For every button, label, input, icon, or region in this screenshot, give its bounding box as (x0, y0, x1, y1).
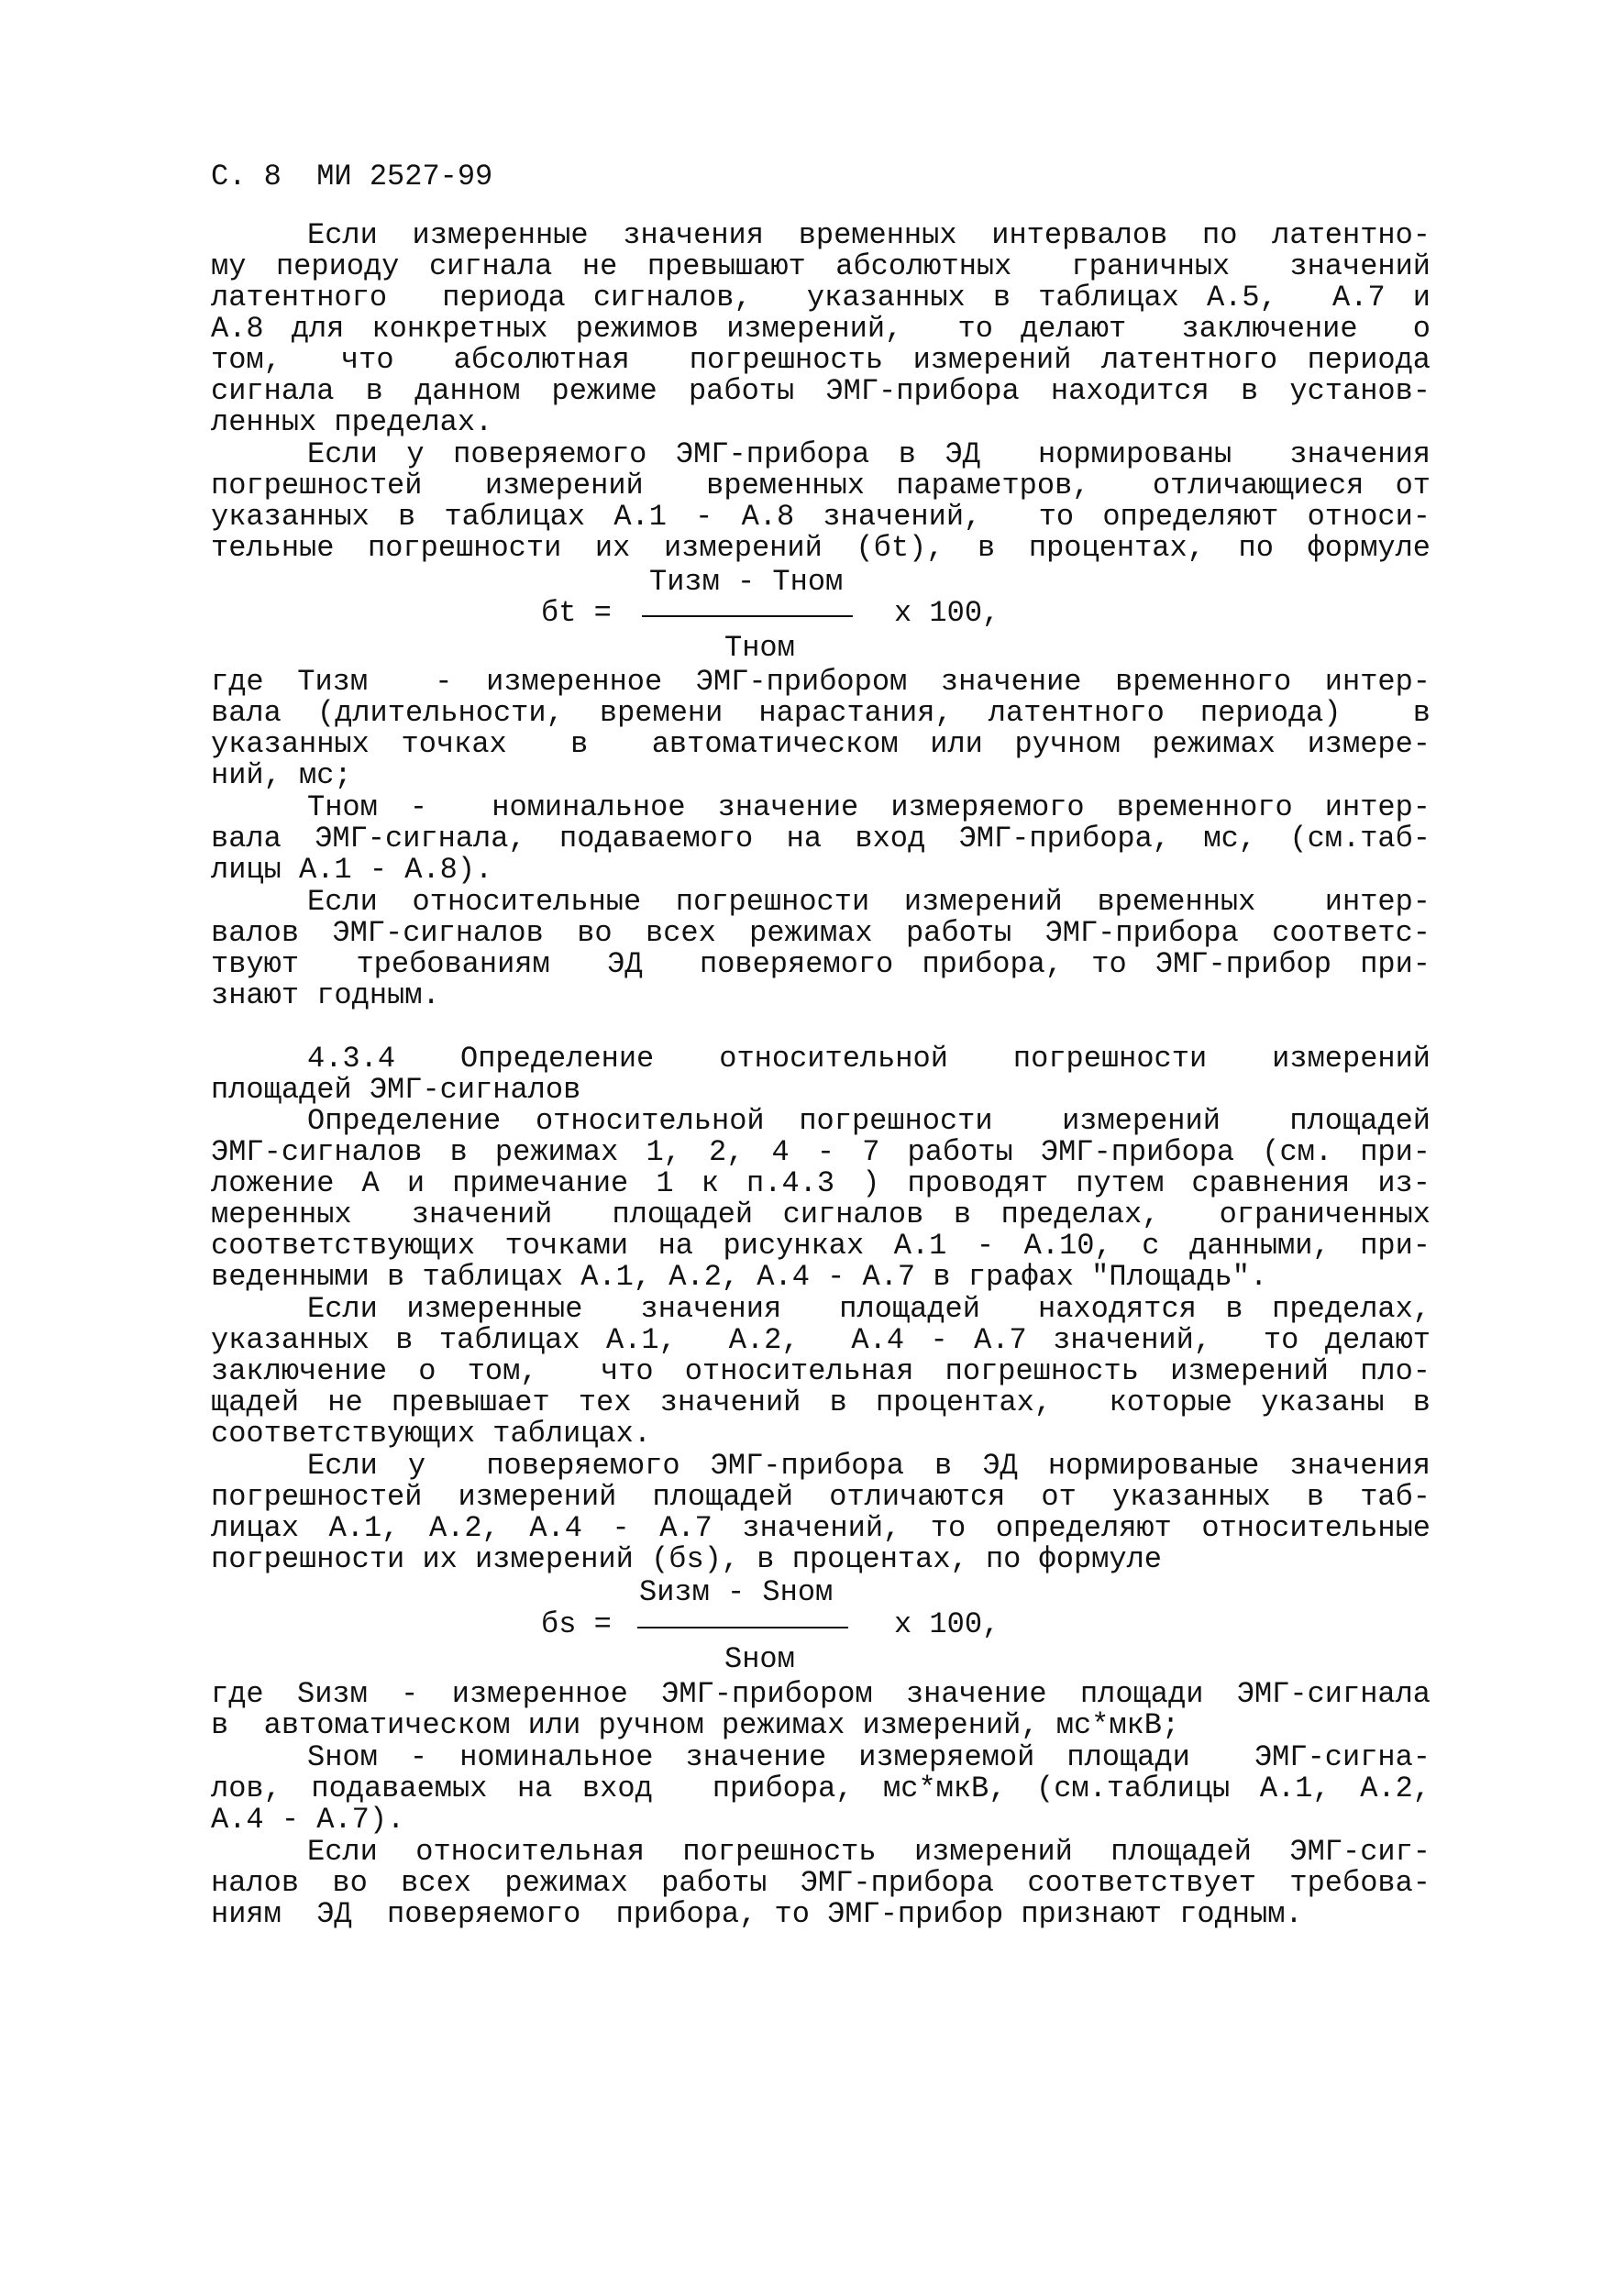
text-line: Если измеренные значения временных интервалов по латентно- (307, 218, 1431, 252)
text-line: ниям ЭД поверяемого прибора, то ЭМГ-прибор признают годным. (211, 1897, 1303, 1931)
text-line: лицы А.1 - А.8). (211, 853, 493, 887)
text-line: где Тизм - измеренное ЭМГ-прибором значение временного интер- (211, 665, 1431, 699)
text-line: Если у поверяемого ЭМГ-прибора в ЭД нормированы значения (307, 437, 1431, 471)
text-line: му периоду сигнала не превышают абсолютных граничных значений (211, 249, 1431, 283)
text-line: А.4 - А.7). (211, 1803, 405, 1837)
text-line: налов во всех режимах работы ЭМГ-прибора соответствует требова- (211, 1866, 1431, 1900)
text-line: погрешности их измерений (бs), в процентах, по формуле (211, 1542, 1162, 1576)
formula-denominator: Тном (724, 631, 795, 665)
fraction-bar (637, 1627, 848, 1628)
text-line: том, что абсолютная погрешность измерений латентного периода (211, 343, 1431, 377)
text-line: знают годным. (211, 978, 440, 1012)
section-heading: 4.3.4 Определение относительной погрешности измерений (307, 1042, 1431, 1076)
text-line: вала (длительности, времени нарастания, латентного периода) в (211, 696, 1431, 730)
text-line: погрешностей измерений временных параметров, отличающиеся от (211, 469, 1431, 502)
text-line: погрешностей измерений площадей отличаются от указанных в таб- (211, 1480, 1431, 1514)
text-line: соответствующих точками на рисунках А.1 - А.10, с данными, при- (211, 1229, 1431, 1263)
text-line: указанных в таблицах А.1 - А.8 значений, то определяют относи- (211, 500, 1431, 534)
text-line: где Sизм - измеренное ЭМГ-прибором значение площади ЭМГ-сигнала (211, 1677, 1431, 1711)
formula-lhs: бt = (541, 596, 612, 630)
text-line: в автоматическом или ручном режимах измерений, мс*мкВ; (211, 1708, 1180, 1742)
text-line: латентного периода сигналов, указанных в таблицах А.5, А.7 и (211, 281, 1431, 315)
text-line: веденными в таблицах А.1, А.2, А.4 - А.7 в графах "Площадь". (211, 1260, 1268, 1294)
formula-lhs: бs = (541, 1607, 612, 1641)
text-line: Если измеренные значения площадей находятся в пределах, (307, 1292, 1431, 1326)
formula-numerator: Тизм - Тном (649, 565, 844, 599)
text-line: ложение А и примечание 1 к п.4.3 ) проводят путем сравнения из- (211, 1166, 1431, 1200)
formula-numerator: Sизм - Sном (639, 1575, 834, 1609)
text-line: соответствующих таблицах. (211, 1417, 652, 1451)
text-line: вала ЭМГ-сигнала, подаваемого на вход ЭМГ-прибора, мс, (см.таб- (211, 822, 1431, 856)
text-line: Если у поверяемого ЭМГ-прибора в ЭД нормированые значения (307, 1449, 1431, 1483)
section-heading-continued: площадей ЭМГ-сигналов (211, 1073, 581, 1107)
text-line: заключение о том, что относительная погрешность измерений пло- (211, 1354, 1431, 1388)
text-line: валов ЭМГ-сигналов во всех режимах работы ЭМГ-прибора соответс- (211, 916, 1431, 950)
formula-rhs: x 100, (894, 1607, 1000, 1641)
text-line: тельные погрешности их измерений (бt), в процентах, по формуле (211, 531, 1431, 565)
text-line: Определение относительной погрешности измерений площадей (307, 1104, 1431, 1138)
text-line: меренных значений площадей сигналов в пределах, ограниченных (211, 1198, 1431, 1231)
text-line: А.8 для конкретных режимов измерений, то делают заключение о (211, 312, 1431, 346)
text-line: Sном - номинальное значение измеряемой площади ЭМГ-сигна- (307, 1740, 1431, 1774)
formula-rhs: x 100, (894, 596, 1000, 630)
text-line: указанных точках в автоматическом или ручном режимах измере- (211, 727, 1431, 761)
text-line: лицах А.1, А.2, А.4 - А.7 значений, то определяют относительные (211, 1511, 1431, 1545)
text-line: сигнала в данном режиме работы ЭМГ-прибора находится в установ- (211, 374, 1431, 408)
page-header: С. 8 МИ 2527-99 (211, 160, 493, 193)
text-line: лов, подаваемых на вход прибора, мс*мкВ, (см.таблицы А.1, А.2, (211, 1772, 1431, 1805)
text-line: Тном - номинальное значение измеряемого временного интер- (307, 790, 1431, 824)
text-line: ленных пределах. (211, 405, 493, 439)
text-line: Если относительная погрешность измерений площадей ЭМГ-сиг- (307, 1835, 1431, 1869)
text-line: твуют требованиям ЭД поверяемого прибора, то ЭМГ-прибор при- (211, 947, 1431, 981)
fraction-bar (642, 615, 853, 617)
text-line: щадей не превышает тех значений в процентах, которые указаны в (211, 1385, 1431, 1419)
text-line: указанных в таблицах А.1, А.2, А.4 - А.7 значений, то делают (211, 1323, 1431, 1357)
text-line: ний, мс; (211, 758, 352, 792)
text-line: ЭМГ-сигналов в режимах 1, 2, 4 - 7 работы ЭМГ-прибора (см. при- (211, 1135, 1431, 1169)
text-line: Если относительные погрешности измерений временных интер- (307, 885, 1431, 919)
formula-denominator: Sном (724, 1642, 795, 1676)
